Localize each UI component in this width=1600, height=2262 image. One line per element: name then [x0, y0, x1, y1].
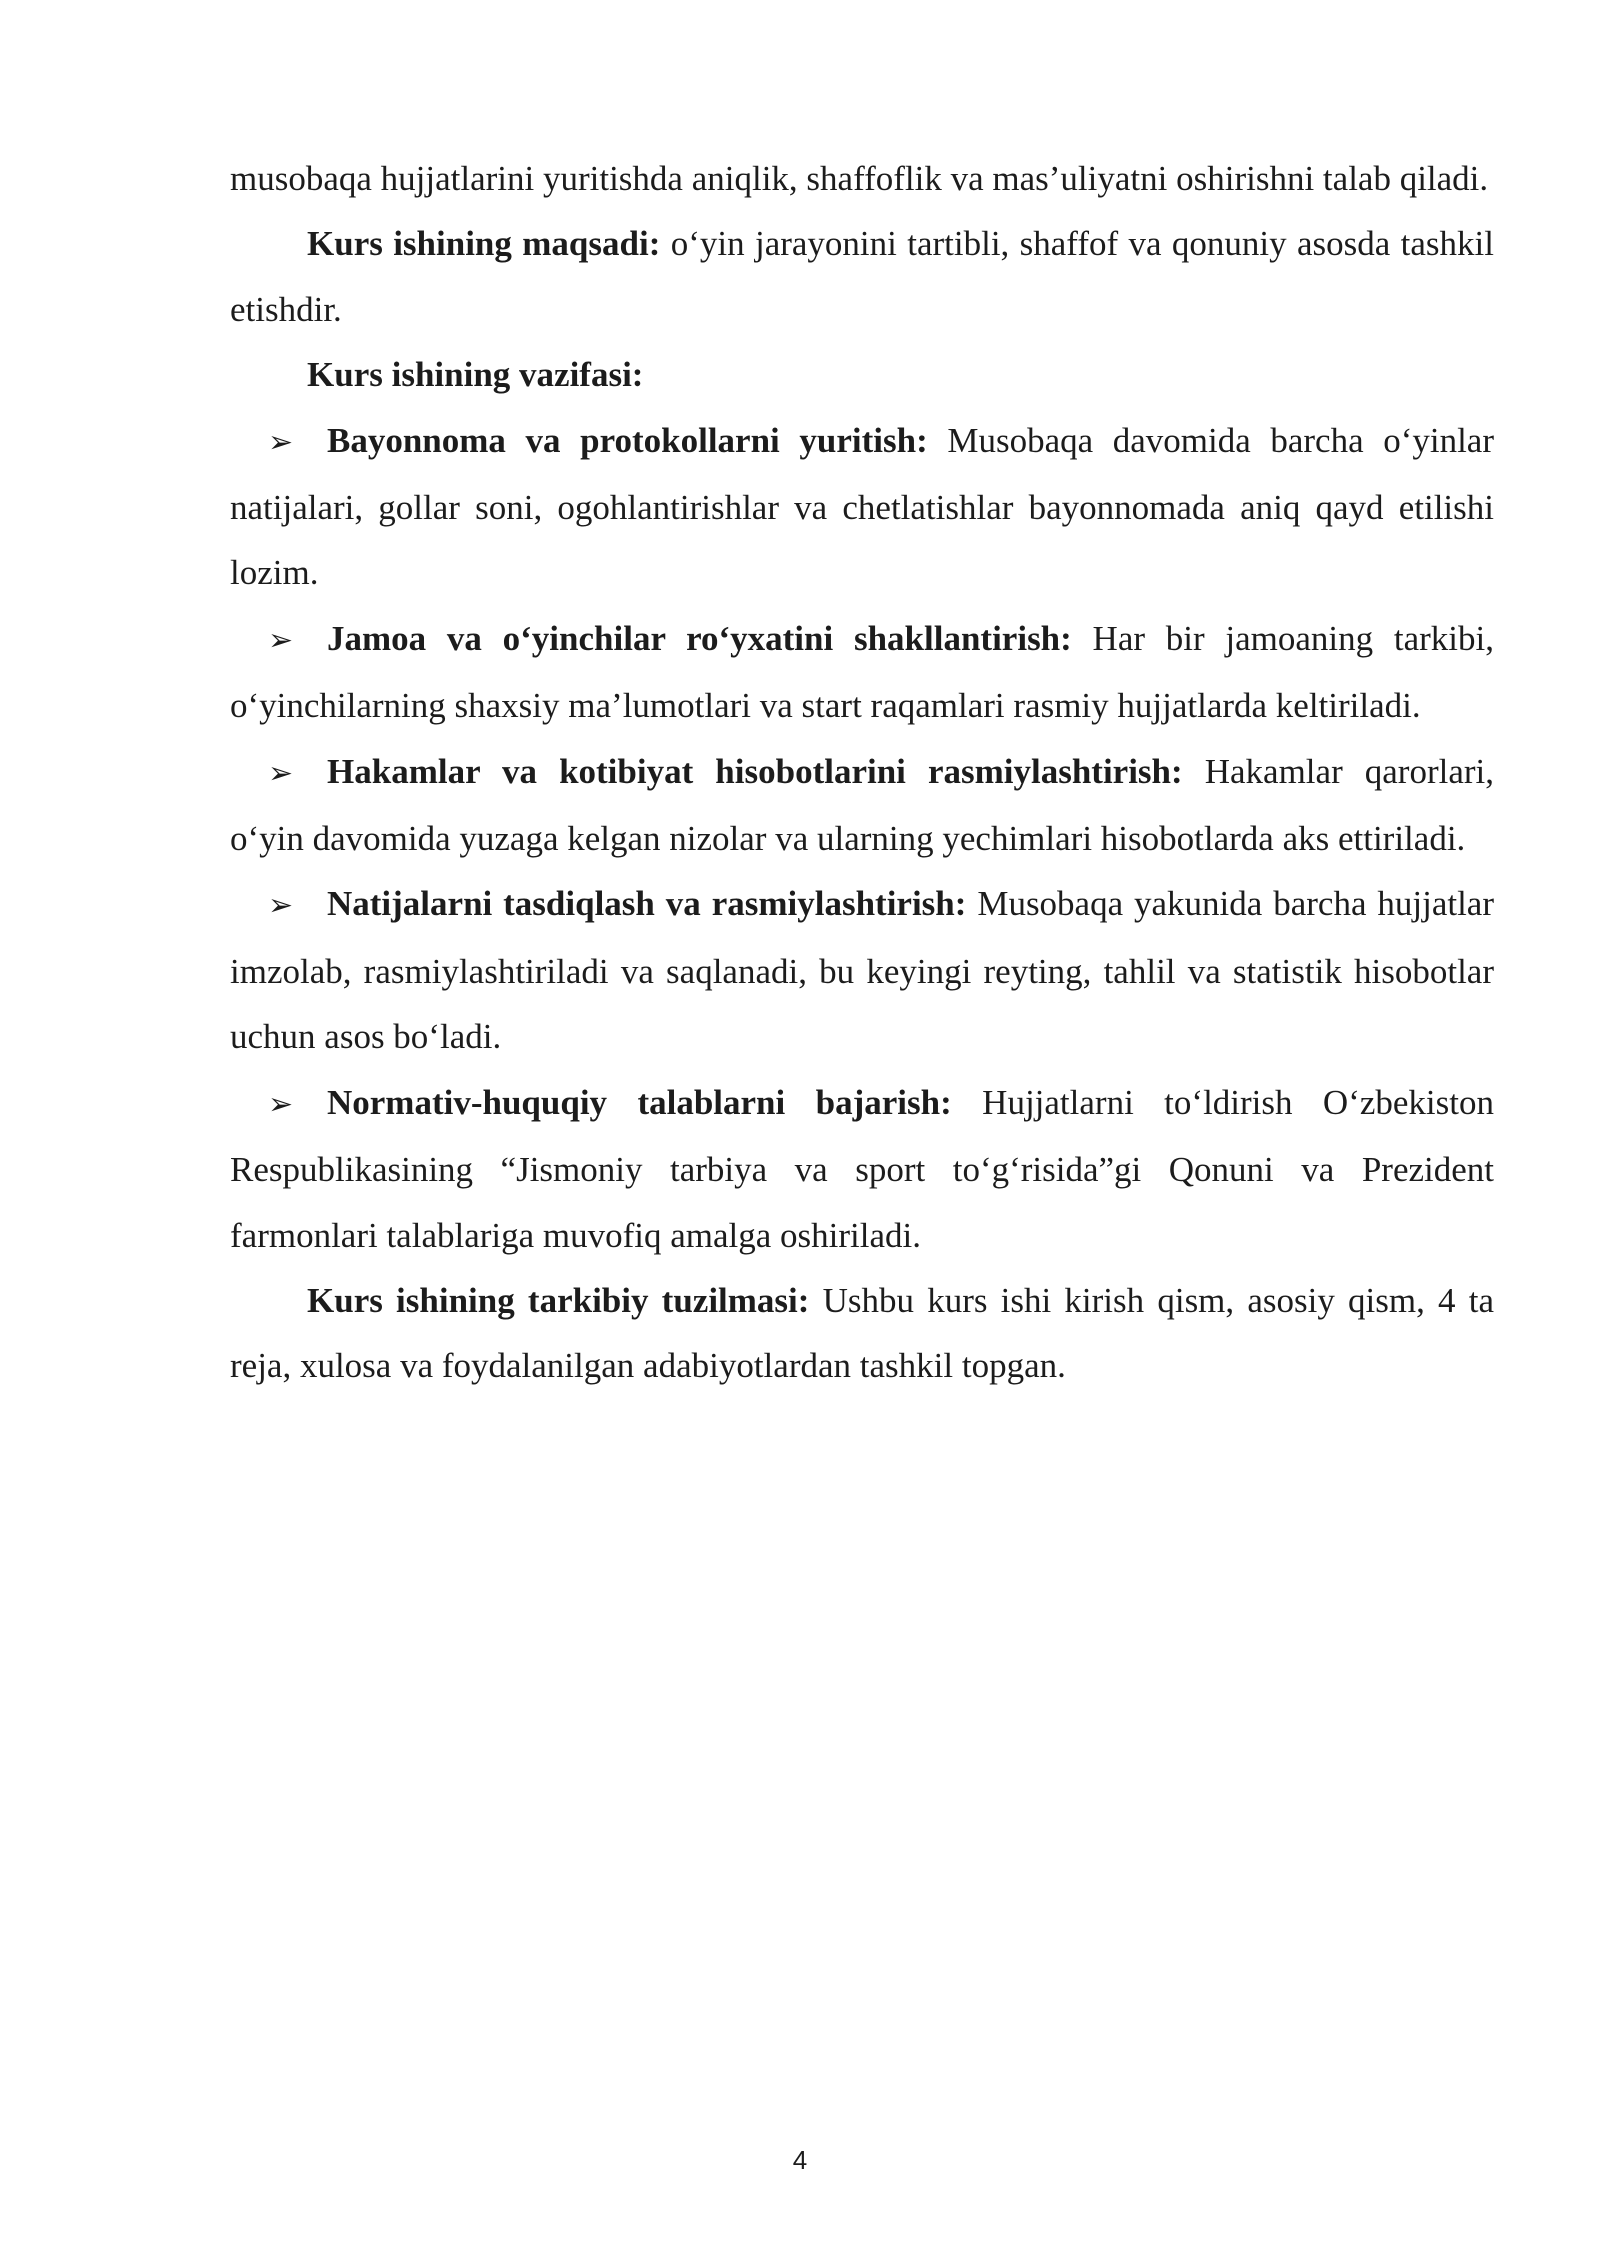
task-text: Musobaqa davomida barcha o‘yinlar natijalari, gollar soni, ogohlantirishlar va chetlatishlar bayonnomada aniq qayd etilishi lozim.	[230, 420, 1494, 593]
tasks-heading-paragraph	[230, 342, 1494, 407]
arrow-bullet-icon: ➢	[268, 755, 294, 791]
task-text: Musobaqa yakunida barcha hujjatlar imzolab, rasmiylashtiriladi va saqlanadi, bu keyingi reyting, tahlil va statistik hisobotlar uchun asos bo‘ladi.	[230, 884, 1494, 1057]
task-item	[230, 408, 1494, 606]
page-number: 4	[792, 2145, 808, 2175]
goal-paragraph	[230, 211, 1494, 342]
task-heading: Jamoa va o‘yinchilar ro‘yxatini shakllantirish:	[327, 618, 1072, 658]
task-heading: Normativ-huquqiy talablarni bajarish:	[327, 1082, 952, 1122]
task-text: Hakamlar qarorlari, o‘yin davomida yuzaga kelgan nizolar va ularning yechimlari hisobotlarda aks ettiriladi.	[230, 751, 1494, 859]
task-item	[230, 871, 1494, 1069]
task-heading: Hakamlar va kotibiyat hisobotlarini rasmiylashtirish:	[327, 751, 1183, 791]
intro-paragraph: musobaqa hujjatlarini yuritishda aniqlik, shaffoflik va mas’uliyatni oshirishni talab qiladi.	[230, 159, 1489, 198]
structure-text: Ushbu kurs ishi kirish qism, asosiy qism, 4 ta reja, xulosa va foydalanilgan adabiyotlardan tashkil topgan.	[230, 1280, 1494, 1386]
arrow-bullet-icon: ➢	[268, 1086, 294, 1122]
task-heading: Natijalarni tasdiqlash va rasmiylashtirish:	[327, 884, 967, 924]
structure-heading: Kurs ishining tarkibiy tuzilmasi:	[307, 1280, 810, 1320]
task-heading: Bayonnoma va protokollarni yuritish:	[327, 420, 928, 460]
task-text: Hujjatlarni to‘ldirish O‘zbekiston Respublikasining “Jismoniy tarbiya va sport to‘g‘risida”gi Qonuni va Prezident farmonlari talablariga muvofiq amalga oshiriladi.	[230, 1082, 1494, 1255]
structure-paragraph	[230, 1268, 1494, 1399]
arrow-bullet-icon: ➢	[268, 888, 294, 924]
task-item	[230, 1070, 1494, 1268]
goal-text: o‘yin jarayonini tartibli, shaffof va qonuniy asosda tashkil etishdir.	[230, 224, 1494, 329]
task-item	[230, 606, 1494, 739]
task-text: Har bir jamoaning tarkibi, o‘yinchilarning shaxsiy ma’lumotlari va start raqamlari rasmiy hujjatlarda keltiriladi.	[230, 618, 1494, 726]
page-content	[230, 146, 1494, 1399]
task-item	[230, 739, 1494, 872]
goal-heading: Kurs ishining maqsadi:	[307, 224, 661, 264]
arrow-bullet-icon: ➢	[268, 424, 294, 460]
tasks-heading: Kurs ishining vazifasi:	[307, 355, 644, 395]
arrow-bullet-icon: ➢	[268, 622, 294, 658]
